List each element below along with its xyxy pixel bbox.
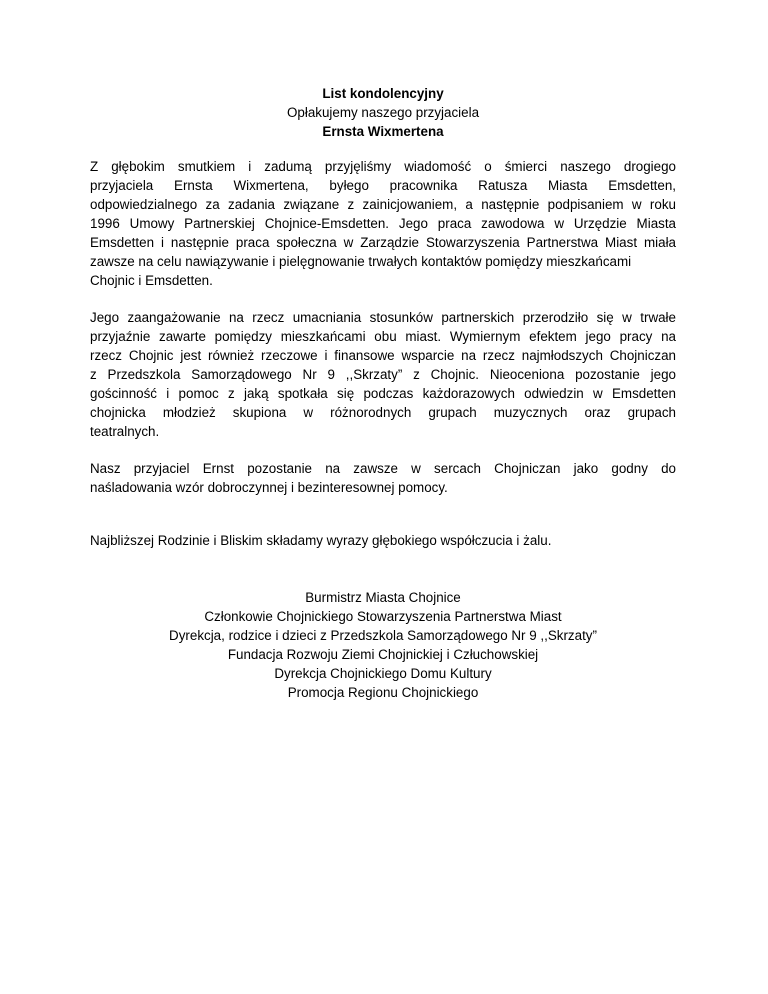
paragraph-line: odpowiedzialnego za zadania związane z zainicjowaniem, a następnie podpisaniem w roku — [90, 197, 676, 212]
paragraph-line: chojnicka młodzież skupiona w różnorodnych grupach muzycznych oraz grupach — [90, 405, 676, 420]
condolence-closing: Najbliższej Rodzinie i Bliskim składamy wyrazy głębokiego współczucia i żalu. — [90, 533, 552, 548]
paragraph-line: naśladowania wzór dobroczynnej i bezinteresownej pomocy. — [90, 480, 448, 495]
paragraph-3 — [90, 459, 676, 497]
letter-heading — [90, 84, 676, 141]
paragraph-line: Emsdetten i następnie praca społeczna w Zarządzie Stowarzyszenia Partnerstwa Miast miała — [90, 235, 676, 250]
signatory: Członkowie Chojnickiego Stowarzyszenia Partnerstwa Miast — [204, 609, 562, 624]
letter-title: List kondolencyjny — [322, 86, 444, 101]
paragraph-line: zawsze na celu nawiązywanie i pielęgnowanie trwałych kontaktów pomiędzy mieszkańcami — [90, 254, 632, 269]
deceased-name: Ernsta Wixmertena — [322, 124, 444, 139]
paragraph-2 — [90, 308, 676, 441]
paragraph-line: gościnność i pomoc z jaką spotkała się podczas każdorazowych odwiedzin w Emsdetten — [90, 386, 676, 401]
signatory: Dyrekcja, rodzice i dzieci z Przedszkola Samorządowego Nr 9 ,,Skrzaty” — [169, 628, 597, 643]
paragraph-line: rzecz Chojnic jest również rzeczowe i finansowe wsparcie na rzecz najmłodszych Chojniczan — [90, 348, 676, 363]
signatory: Dyrekcja Chojnickiego Domu Kultury — [274, 666, 492, 681]
paragraph-line: przyjaciela Ernsta Wixmertena, byłego pracownika Ratusza Miasta Emsdetten, — [90, 178, 676, 193]
paragraph-line: Chojnic i Emsdetten. — [90, 273, 213, 288]
paragraph-line: 1996 Umowy Partnerskiej Chojnice-Emsdetten. Jego praca zawodowa w Urzędzie Miasta — [90, 216, 676, 231]
paragraph-line: Z głębokim smutkiem i zadumą przyjęliśmy wiadomość o śmierci naszego drogiego — [90, 159, 676, 174]
paragraph-1 — [90, 157, 676, 290]
signatory: Burmistrz Miasta Chojnice — [305, 590, 461, 605]
signatories-block — [90, 588, 676, 702]
paragraph-line: z Przedszkola Samorządowego Nr 9 ,,Skrzaty” z Chojnic. Nieoceniona pozostanie jego — [90, 367, 676, 382]
letter-subtitle: Opłakujemy naszego przyjaciela — [286, 105, 480, 120]
paragraph-line: Jego zaangażowanie na rzecz umacniania stosunków partnerskich przerodziło się w trwałe — [90, 310, 676, 325]
paragraph-line: przyjaźnie zawarte pomiędzy mieszkańcami obu miast. Wymiernym efektem jego pracy na — [90, 329, 676, 344]
signatory: Promocja Regionu Chojnickiego — [287, 685, 479, 700]
signatory: Fundacja Rozwoju Ziemi Chojnickiej i Człuchowskiej — [227, 647, 539, 662]
paragraph-line: Nasz przyjaciel Ernst pozostanie na zawsze w sercach Chojniczan jako godny do — [90, 461, 676, 476]
paragraph-line: teatralnych. — [90, 424, 160, 439]
